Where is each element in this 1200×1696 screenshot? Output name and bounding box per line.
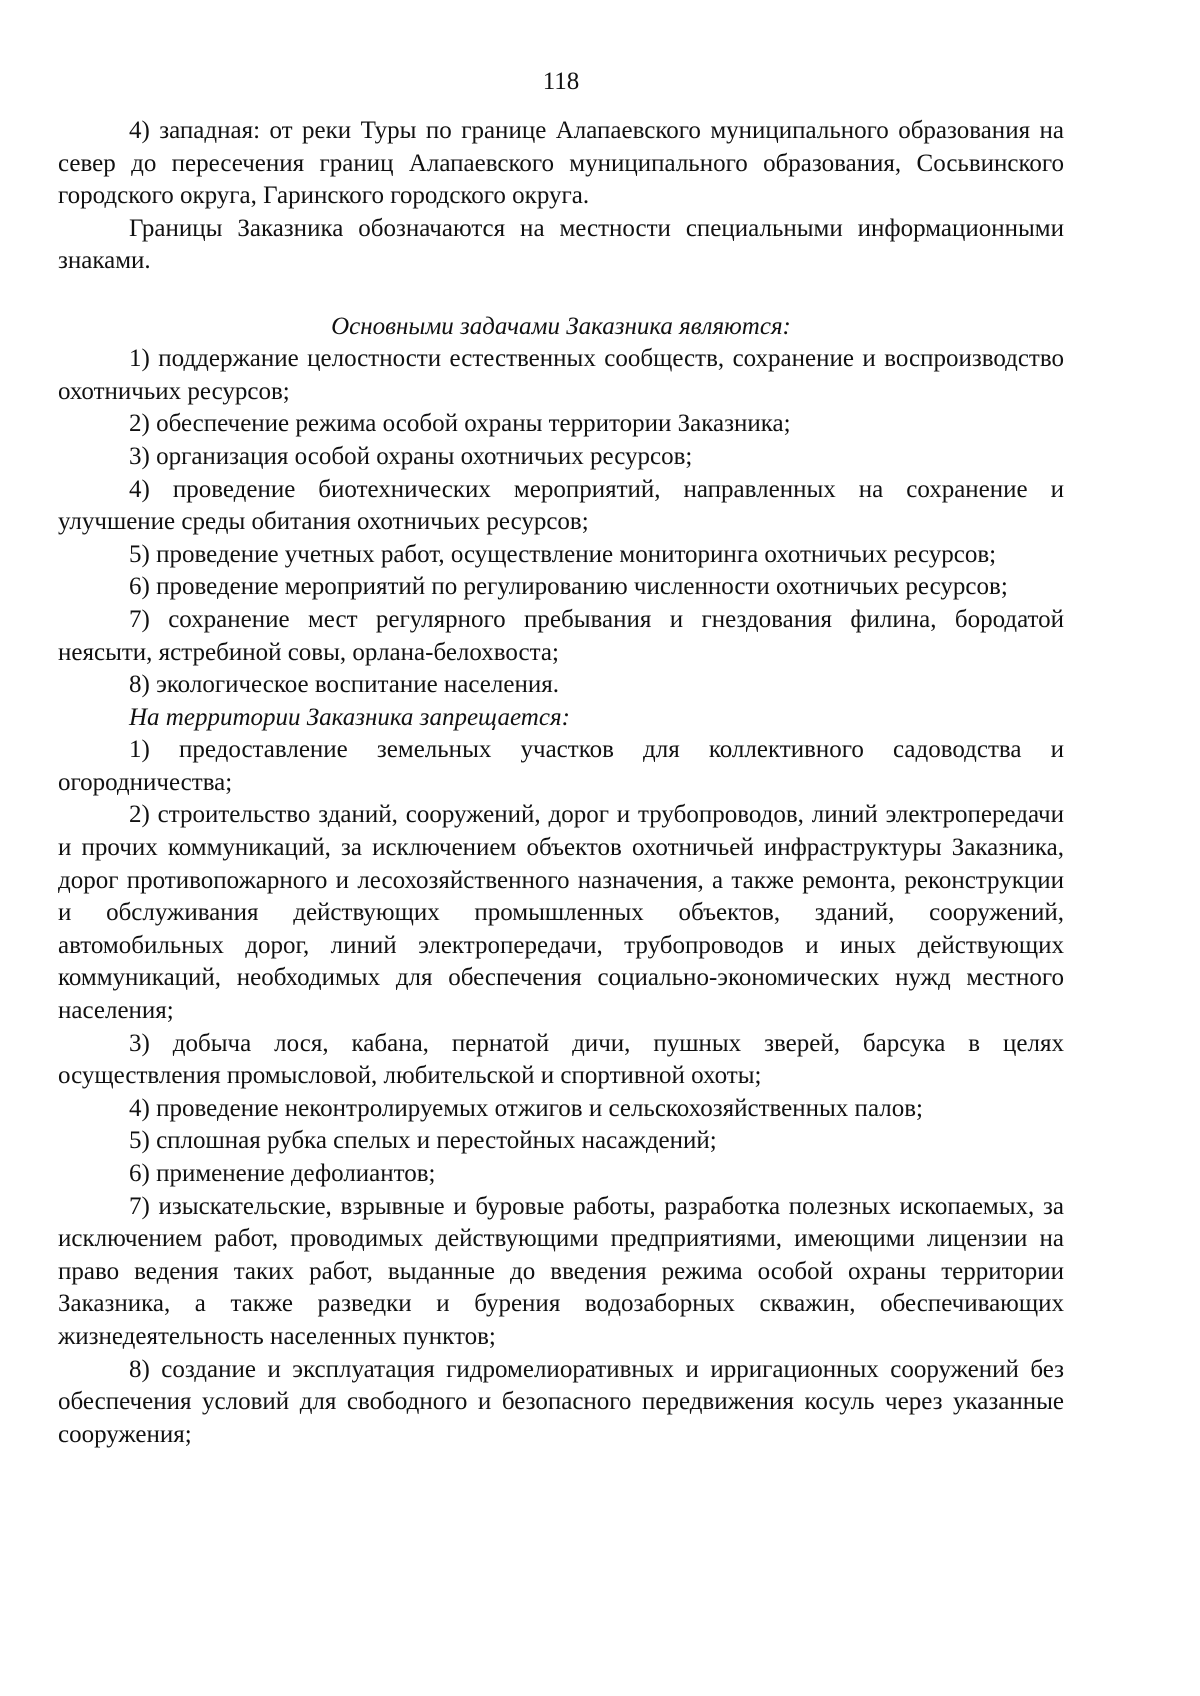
paragraph-western-boundary: 4) западная: от реки Туры по границе Алапаевского муниципального образования на север до пересечения границ Алапаевского муниципального образования, Сосьвинского городского округа, Гаринского городского округа. — [58, 117, 1064, 210]
prohibited-item: 8) создание и эксплуатация гидромелиоративных и ирригационных сооружений без обеспечения условий для свободного и безопасного передвижения косуль через указанные сооружения; — [58, 1355, 1064, 1448]
task-item: 1) поддержание целостности естественных сообществ, сохранение и воспроизводство охотничьих ресурсов; — [58, 345, 1064, 405]
prohibited-item: 4) проведение неконтролируемых отжигов и сельскохозяйственных палов; — [129, 1094, 923, 1122]
tasks-heading: Основными задачами Заказника являются: — [331, 312, 791, 340]
page-number: 118 — [542, 68, 580, 95]
prohibited-item: 6) применение дефолиантов; — [129, 1160, 436, 1187]
task-item: 5) проведение учетных работ, осуществление мониторинга охотничьих ресурсов; — [129, 540, 997, 568]
prohibited-item: 7) изыскательские, взрывные и буровые работы, разработка полезных ископаемых, за исключением работ, проводимых действующими предприятиями, имеющими лицензии на право ведения таких работ, выданные до введения режима особой охраны территории Заказника, а также разведки и бурения водозаборных скважин, обеспечивающих жизнедеятельность населенных пунктов; — [58, 1192, 1064, 1350]
task-item: 8) экологическое воспитание населения. — [129, 671, 559, 699]
document-body — [58, 115, 1064, 1451]
blank-line — [58, 278, 1064, 311]
task-item: 6) проведение мероприятий по регулированию численности охотничьих ресурсов; — [129, 573, 1008, 601]
prohibited-heading: На территории Заказника запрещается: — [129, 703, 570, 731]
prohibited-item: 3) добыча лося, кабана, пернатой дичи, пушных зверей, барсука в целях осуществления промысловой, любительской и спортивной охоты; — [58, 1029, 1064, 1090]
task-item: 3) организация особой охраны охотничьих ресурсов; — [129, 442, 693, 470]
prohibited-item: 1) предоставление земельных участков для коллективного садоводства и огородничества; — [58, 736, 1064, 796]
task-item: 4) проведение биотехнических мероприятий, направленных на сохранение и улучшение среды обитания охотничьих ресурсов; — [58, 475, 1064, 536]
task-item: 7) сохранение мест регулярного пребывания и гнездования филина, бородатой неясыти, ястребиной совы, орлана-белохвоста; — [58, 605, 1064, 666]
task-item: 2) обеспечение режима особой охраны территории Заказника; — [129, 410, 791, 438]
paragraph-boundary-signs: Границы Заказника обозначаются на местности специальными информационными знаками. — [58, 214, 1064, 275]
prohibited-item: 2) строительство зданий, сооружений, дорог и трубопроводов, линий электропередачи и прочих коммуникаций, за исключением объектов охотничьей инфраструктуры Заказника, дорог противопожарного и лесохозяйственного назначения, а также ремонта, реконструкции и обслуживания действующих промышленных объектов, зданий, сооружений, автомобильных дорог, линий электропередачи, трубопроводов и иных действующих коммуникаций, необходимых для обеспечения социально-экономических нужд местного населения; — [58, 801, 1064, 1025]
prohibited-item: 5) сплошная рубка спелых и перестойных насаждений; — [129, 1127, 717, 1155]
